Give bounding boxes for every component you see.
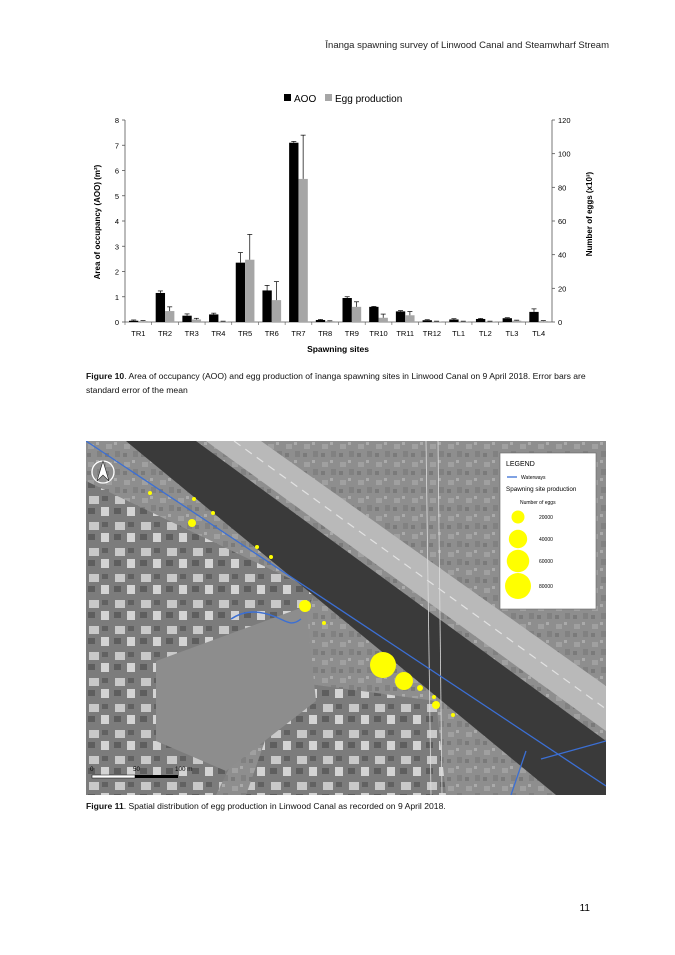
figure-11-text: . Spatial distribution of egg production in Linwood Canal as recorded on 9 April 2018.	[123, 801, 446, 811]
bar-egg-production	[512, 321, 521, 322]
bar-egg-production	[325, 321, 334, 322]
bar-egg-production	[298, 179, 307, 322]
bar-aoo	[503, 318, 512, 322]
y-tick-label-right: 60	[558, 217, 567, 226]
y-tick-label-left: 8	[114, 116, 119, 125]
legend-swatch-aoo	[284, 94, 291, 101]
legend-size-circle	[505, 573, 531, 599]
x-tick-label: TR10	[369, 329, 388, 338]
bar-egg-production	[485, 321, 494, 322]
x-tick-label: TR3	[184, 329, 199, 338]
bar-egg-production	[218, 321, 227, 322]
legend-swatch-eggs	[325, 94, 332, 101]
spawning-site-point	[211, 511, 215, 515]
spawning-site-point	[192, 497, 196, 501]
x-tick-label: TR7	[291, 329, 306, 338]
map-legend-title: LEGEND	[506, 461, 535, 468]
scale-tick-100: 100 m	[175, 766, 193, 773]
x-tick-label: TL3	[505, 329, 519, 338]
spawning-site-point	[451, 713, 455, 717]
map-legend-subtitle: Spawning site production	[506, 486, 577, 493]
bar-egg-production	[352, 307, 361, 322]
y-tick-label-left: 6	[114, 166, 119, 176]
x-tick-label: TR1	[131, 329, 146, 338]
bar-aoo	[343, 298, 352, 322]
y-tick-label-right: 100	[558, 149, 571, 159]
bar-aoo	[262, 290, 271, 322]
spawning-site-point	[148, 491, 152, 495]
aerial-map	[86, 441, 606, 795]
bar-aoo	[396, 311, 405, 322]
bar-aoo	[209, 314, 218, 322]
x-tick-label: TL4	[532, 329, 546, 338]
y-tick-label-left: 2	[114, 267, 119, 277]
spawning-site-point	[432, 695, 436, 699]
figure-11-label: Figure 11	[86, 801, 124, 811]
y-axis-title-right: Number of eggs (x10³)	[585, 171, 594, 257]
spawning-site-point	[322, 621, 326, 625]
bar-egg-production	[245, 260, 254, 322]
x-tick-label: TR2	[157, 329, 173, 338]
map-legend	[500, 453, 596, 609]
y-tick-label-left: 4	[114, 217, 119, 226]
spawning-site-point	[370, 652, 396, 678]
x-tick-label: TR11	[396, 329, 415, 338]
spawning-site-point	[299, 600, 311, 612]
x-tick-label: TR12	[422, 329, 442, 338]
legend-size-label: 20000	[539, 515, 553, 521]
bar-aoo	[289, 143, 298, 322]
page-number: 11	[579, 903, 590, 914]
legend-size-label: 40000	[539, 537, 553, 543]
bar-egg-production	[192, 319, 201, 322]
y-tick-label-left: 7	[114, 141, 119, 151]
bar-egg-production	[272, 300, 281, 322]
running-header: Īnanga spawning survey of Linwood Canal and Steamwharf Stream	[325, 40, 609, 51]
bar-egg-production	[539, 321, 548, 322]
bar-aoo	[156, 293, 165, 322]
y-tick-label-left: 5	[114, 191, 119, 201]
spawning-site-point	[255, 545, 259, 549]
y-tick-label-right: 40	[558, 250, 567, 260]
bar-aoo	[316, 320, 325, 322]
x-axis-title: Spawning sites	[307, 344, 369, 354]
figure-10-text: . Area of occupancy (AOO) and egg production of īnanga spawning sites in Linwood Canal on 9 April 2018. Error bars are standard error of the mean	[86, 371, 586, 395]
bar-aoo	[449, 319, 458, 322]
scale-tick-50: 50	[133, 766, 141, 773]
bar-chart	[0, 0, 675, 360]
bar-aoo	[423, 320, 432, 322]
x-tick-label: TL1	[452, 329, 466, 338]
x-tick-label: TR6	[264, 329, 279, 338]
y-tick-label-left: 0	[114, 318, 119, 327]
y-axis-title-left: Area of occupancy (AOO) (m²)	[93, 164, 102, 280]
figure-11-caption	[86, 800, 596, 814]
y-tick-label-left: 1	[114, 292, 119, 302]
figure-10-caption	[86, 370, 596, 397]
y-tick-label-right: 0	[558, 318, 563, 327]
map-legend-waterways: Waterways	[521, 475, 546, 481]
x-tick-label: TR4	[211, 329, 226, 338]
bar-aoo	[476, 319, 485, 322]
spawning-site-point	[395, 672, 413, 690]
bar-egg-production	[432, 321, 441, 322]
bar-aoo	[529, 312, 538, 322]
spawning-site-point	[432, 701, 440, 709]
legend-label-aoo: AOO	[294, 94, 317, 105]
legend-size-circle	[512, 511, 525, 524]
spawning-site-point	[188, 519, 196, 527]
legend-size-circle	[507, 550, 530, 573]
y-tick-label-right: 80	[558, 183, 567, 193]
y-tick-label-left: 3	[114, 242, 119, 252]
y-tick-label-right: 120	[558, 116, 571, 125]
x-tick-label: TR5	[238, 329, 253, 338]
spawning-site-point	[417, 685, 423, 691]
legend-size-label: 60000	[539, 559, 553, 565]
bar-egg-production	[165, 311, 174, 322]
legend-size-circle	[509, 530, 527, 548]
x-tick-label: TR8	[318, 329, 333, 338]
legend-size-label: 80000	[539, 584, 553, 590]
scale-tick-0: 0	[90, 766, 94, 773]
bar-aoo	[182, 316, 191, 322]
figure-10-label: Figure 10	[86, 371, 125, 381]
bar-egg-production	[379, 318, 388, 322]
bar-aoo	[369, 307, 378, 322]
bar-egg-production	[138, 321, 147, 322]
bar-egg-production	[405, 315, 414, 322]
x-tick-label: TR9	[344, 329, 359, 338]
bar-aoo	[129, 321, 138, 322]
map-legend-size-title: Number of eggs	[520, 500, 556, 506]
bar-aoo	[236, 263, 245, 322]
spawning-site-point	[269, 555, 273, 559]
legend-label-eggs: Egg production	[335, 94, 403, 105]
x-tick-label: TL2	[478, 329, 492, 338]
y-tick-label-right: 20	[558, 284, 567, 294]
bar-egg-production	[459, 321, 468, 322]
